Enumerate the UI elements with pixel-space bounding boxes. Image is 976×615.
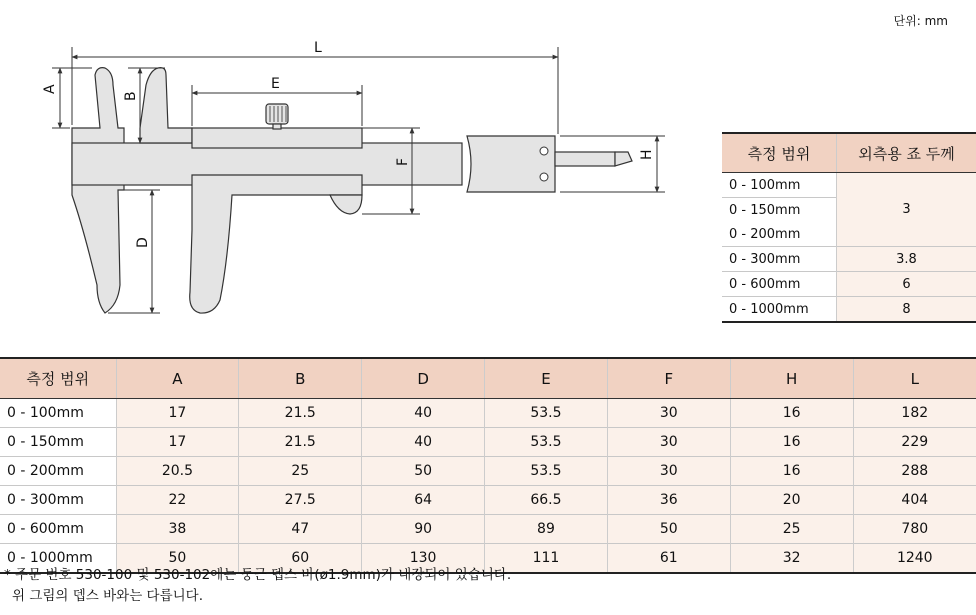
label-L: L: [314, 40, 322, 56]
range-cell: 0 - 300mm: [0, 486, 116, 515]
table-row: [0, 515, 976, 544]
value-cell: 3.8: [837, 247, 976, 272]
value-cell: 27.5: [239, 486, 362, 515]
value-cell: 50: [362, 457, 485, 486]
table-row: [722, 173, 976, 198]
range-cell: 0 - 150mm: [0, 428, 116, 457]
header-jaw-thickness: 외측용 죠 두께: [837, 133, 976, 173]
value-cell: 16: [730, 399, 853, 428]
value-cell: 53.5: [485, 428, 608, 457]
value-cell: 66.5: [485, 486, 608, 515]
header-L: L: [853, 358, 976, 399]
header-F: F: [607, 358, 730, 399]
header-D: D: [362, 358, 485, 399]
value-cell: 111: [485, 544, 608, 574]
label-F: F: [395, 157, 411, 166]
value-cell: 53.5: [485, 457, 608, 486]
value-cell: 16: [730, 428, 853, 457]
range-cell: 0 - 1000mm: [0, 544, 116, 574]
table-row: [722, 272, 976, 297]
table-row: [722, 297, 976, 323]
header-B: B: [239, 358, 362, 399]
header-range: 측정 범위: [722, 133, 837, 173]
value-cell: 50: [607, 515, 730, 544]
footnote-line: * 주문 번호 530-100 및 530-102에는 둥근 뎁스 바(ø1.9mm)가 내장되어 있습니다.: [4, 567, 512, 583]
value-cell: 182: [853, 399, 976, 428]
table-row: [0, 486, 976, 515]
footnote-line: 위 그림의 뎁스 바와는 다릅니다.: [12, 588, 203, 604]
value-cell: 30: [607, 399, 730, 428]
value-cell: 16: [730, 457, 853, 486]
value-cell: 229: [853, 428, 976, 457]
unit-label: 단위: mm: [893, 14, 948, 28]
value-cell: 89: [485, 515, 608, 544]
value-cell: 8: [837, 297, 976, 323]
range-cell: 0 - 1000mm: [722, 297, 837, 323]
value-cell: 30: [607, 428, 730, 457]
value-cell: 47: [239, 515, 362, 544]
value-cell: 6: [837, 272, 976, 297]
value-cell: 38: [116, 515, 239, 544]
value-cell: 20: [730, 486, 853, 515]
value-cell: 22: [116, 486, 239, 515]
jaw-thickness-table: [722, 132, 976, 323]
label-E: E: [271, 76, 280, 92]
range-cell: 0 - 600mm: [0, 515, 116, 544]
value-cell: 61: [607, 544, 730, 574]
range-cell: 0 - 200mm: [729, 226, 801, 242]
footnotes: [4, 565, 511, 607]
value-cell: 20.5: [116, 457, 239, 486]
value-cell: 53.5: [485, 399, 608, 428]
range-cell: 0 - 200mm: [0, 457, 116, 486]
value-cell: 3: [837, 173, 976, 247]
value-cell: 17: [116, 399, 239, 428]
value-cell: 21.5: [239, 428, 362, 457]
caliper-diagram: [0, 20, 720, 330]
value-cell: 90: [362, 515, 485, 544]
value-cell: 780: [853, 515, 976, 544]
range-cell: 0 - 100mm: [729, 177, 801, 193]
value-cell: 25: [730, 515, 853, 544]
range-cell: 0 - 300mm: [722, 247, 837, 272]
table-header-row: [722, 133, 976, 173]
value-cell: 32: [730, 544, 853, 574]
dimensions-table: [0, 357, 976, 574]
label-D: D: [135, 237, 151, 248]
label-A: A: [42, 84, 58, 94]
value-cell: 40: [362, 428, 485, 457]
value-cell: 60: [239, 544, 362, 574]
value-cell: 130: [362, 544, 485, 574]
value-cell: 404: [853, 486, 976, 515]
header-A: A: [116, 358, 239, 399]
range-cell: 0 - 600mm: [722, 272, 837, 297]
value-cell: 288: [853, 457, 976, 486]
header-E: E: [485, 358, 608, 399]
value-cell: 21.5: [239, 399, 362, 428]
table-row: [0, 428, 976, 457]
header-range: 측정 범위: [0, 358, 116, 399]
table-row: [0, 399, 976, 428]
value-cell: 36: [607, 486, 730, 515]
value-cell: 64: [362, 486, 485, 515]
table-header-row: [0, 358, 976, 399]
table-row: [722, 247, 976, 272]
value-cell: 1240: [853, 544, 976, 574]
header-H: H: [730, 358, 853, 399]
value-cell: 25: [239, 457, 362, 486]
label-B: B: [123, 91, 139, 101]
value-cell: 30: [607, 457, 730, 486]
value-cell: 50: [116, 544, 239, 574]
range-cell: 0 - 150mm: [722, 198, 837, 223]
value-cell: 40: [362, 399, 485, 428]
value-cell: 17: [116, 428, 239, 457]
label-H: H: [639, 149, 655, 160]
range-cell: 0 - 100mm: [7, 405, 84, 421]
table-row: [0, 457, 976, 486]
